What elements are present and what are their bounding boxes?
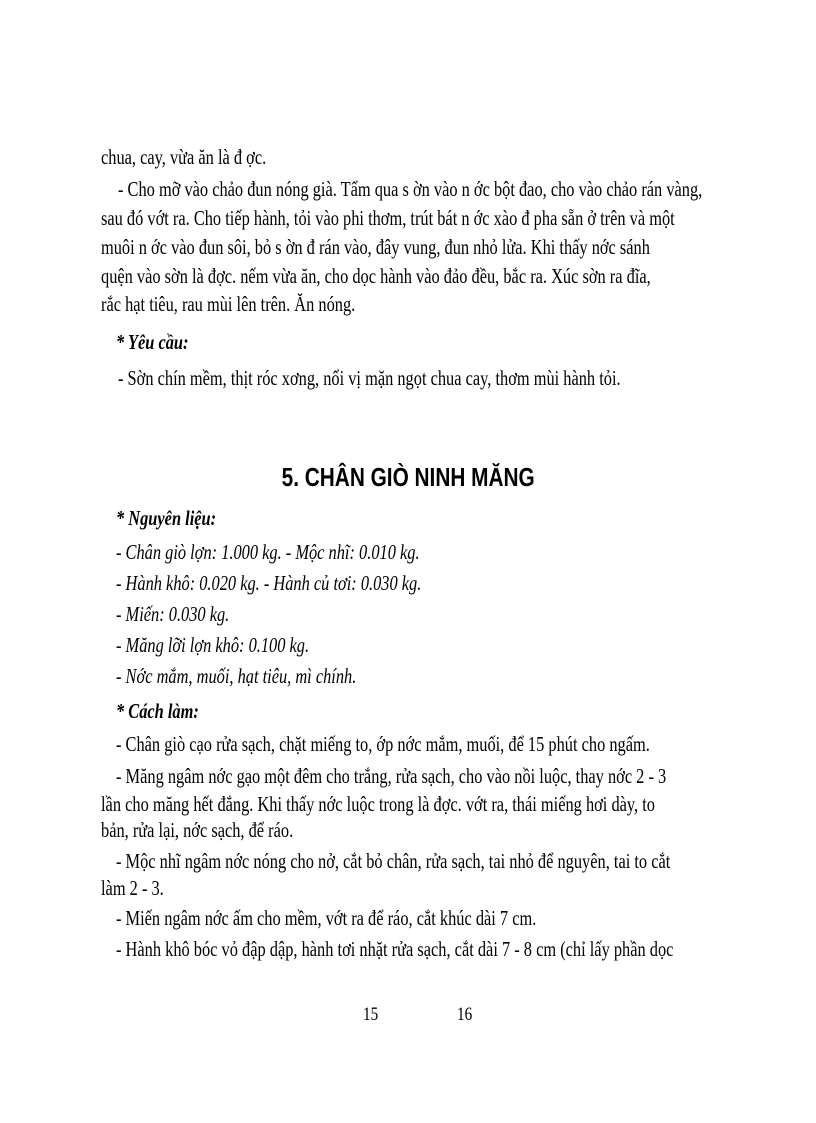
method-line: - Miến ngâm nớc ấm cho mềm, vớt ra để ráo, cắt khúc dài 7 cm. (116, 906, 537, 930)
page-number-right: 16 (457, 1004, 473, 1025)
method-line: - Hành khô bóc vỏ đập dập, hành tơi nhặt rửa sạch, cắt dài 7 - 8 cm (chỉ lấy phần dọc (116, 937, 674, 961)
ingredient-line: - Hành khô: 0.020 kg. - Hành củ tơi: 0.030 kg. (116, 571, 422, 595)
intro-line: muôi n ớc vào đun sôi, bỏ s ờn đ rán vào, đây vung, đun nhỏ lửa. Khi thấy nớc sánh (101, 235, 650, 259)
ingredients-heading: * Nguyên liệu: (116, 506, 217, 530)
method-line: lần cho măng hết đắng. Khi thấy nớc luộc trong là đợc. vớt ra, thái miếng hơi dày, to (101, 792, 655, 816)
intro-line: chua, cay, vừa ăn là đ ợc. (101, 145, 267, 169)
method-line: - Chân giò cạo rửa sạch, chặt miếng to, ớp nớc mắm, muối, để 15 phút cho ngấm. (116, 732, 650, 756)
ingredient-line: - Miến: 0.030 kg. (116, 602, 230, 626)
recipe-title-text: 5. CHÂN GIÒ NINH MĂNG (281, 462, 535, 492)
requirement-text: - Sờn chín mềm, thịt róc xơng, nổi vị mặn ngọt chua cay, thơm mùi hành tỏi. (118, 366, 621, 390)
method-line: - Măng ngâm nớc gạo một đêm cho trắng, rửa sạch, cho vào nồi luộc, thay nớc 2 - 3 (116, 764, 667, 788)
ingredient-line: - Măng lỡi lợn khô: 0.100 kg. (116, 633, 310, 657)
method-line: - Mộc nhĩ ngâm nớc nóng cho nở, cắt bỏ chân, rửa sạch, tai nhỏ để nguyên, tai to cắt (116, 849, 671, 873)
intro-line: quện vào sờn là đợc. nếm vừa ăn, cho dọc hành vào đảo đều, bắc ra. Xúc sờn ra đĩa, (101, 264, 651, 288)
ingredient-line: - Chân giò lợn: 1.000 kg. - Mộc nhĩ: 0.010 kg. (116, 540, 420, 564)
method-heading: * Cách làm: (116, 699, 199, 723)
method-line: bản, rửa lại, nớc sạch, để ráo. (101, 818, 294, 842)
intro-line: rắc hạt tiêu, rau mùi lên trên. Ăn nóng. (101, 292, 356, 316)
intro-line: sau đó vớt ra. Cho tiếp hành, tỏi vào phi thơm, trút bát n ớc xào đ pha sẵn ở trên và một (101, 206, 675, 230)
ingredient-line: - Nớc mắm, muối, hạt tiêu, mì chính. (116, 664, 357, 688)
recipe-title (0, 462, 816, 492)
requirement-heading: * Yêu cầu: (116, 330, 189, 354)
method-line: làm 2 - 3. (101, 876, 164, 900)
page-number-left: 15 (363, 1004, 379, 1025)
intro-line: - Cho mỡ vào chảo đun nóng già. Tẩm qua s ờn vào n ớc bột đao, cho vào chảo rán vàng, (118, 177, 703, 201)
